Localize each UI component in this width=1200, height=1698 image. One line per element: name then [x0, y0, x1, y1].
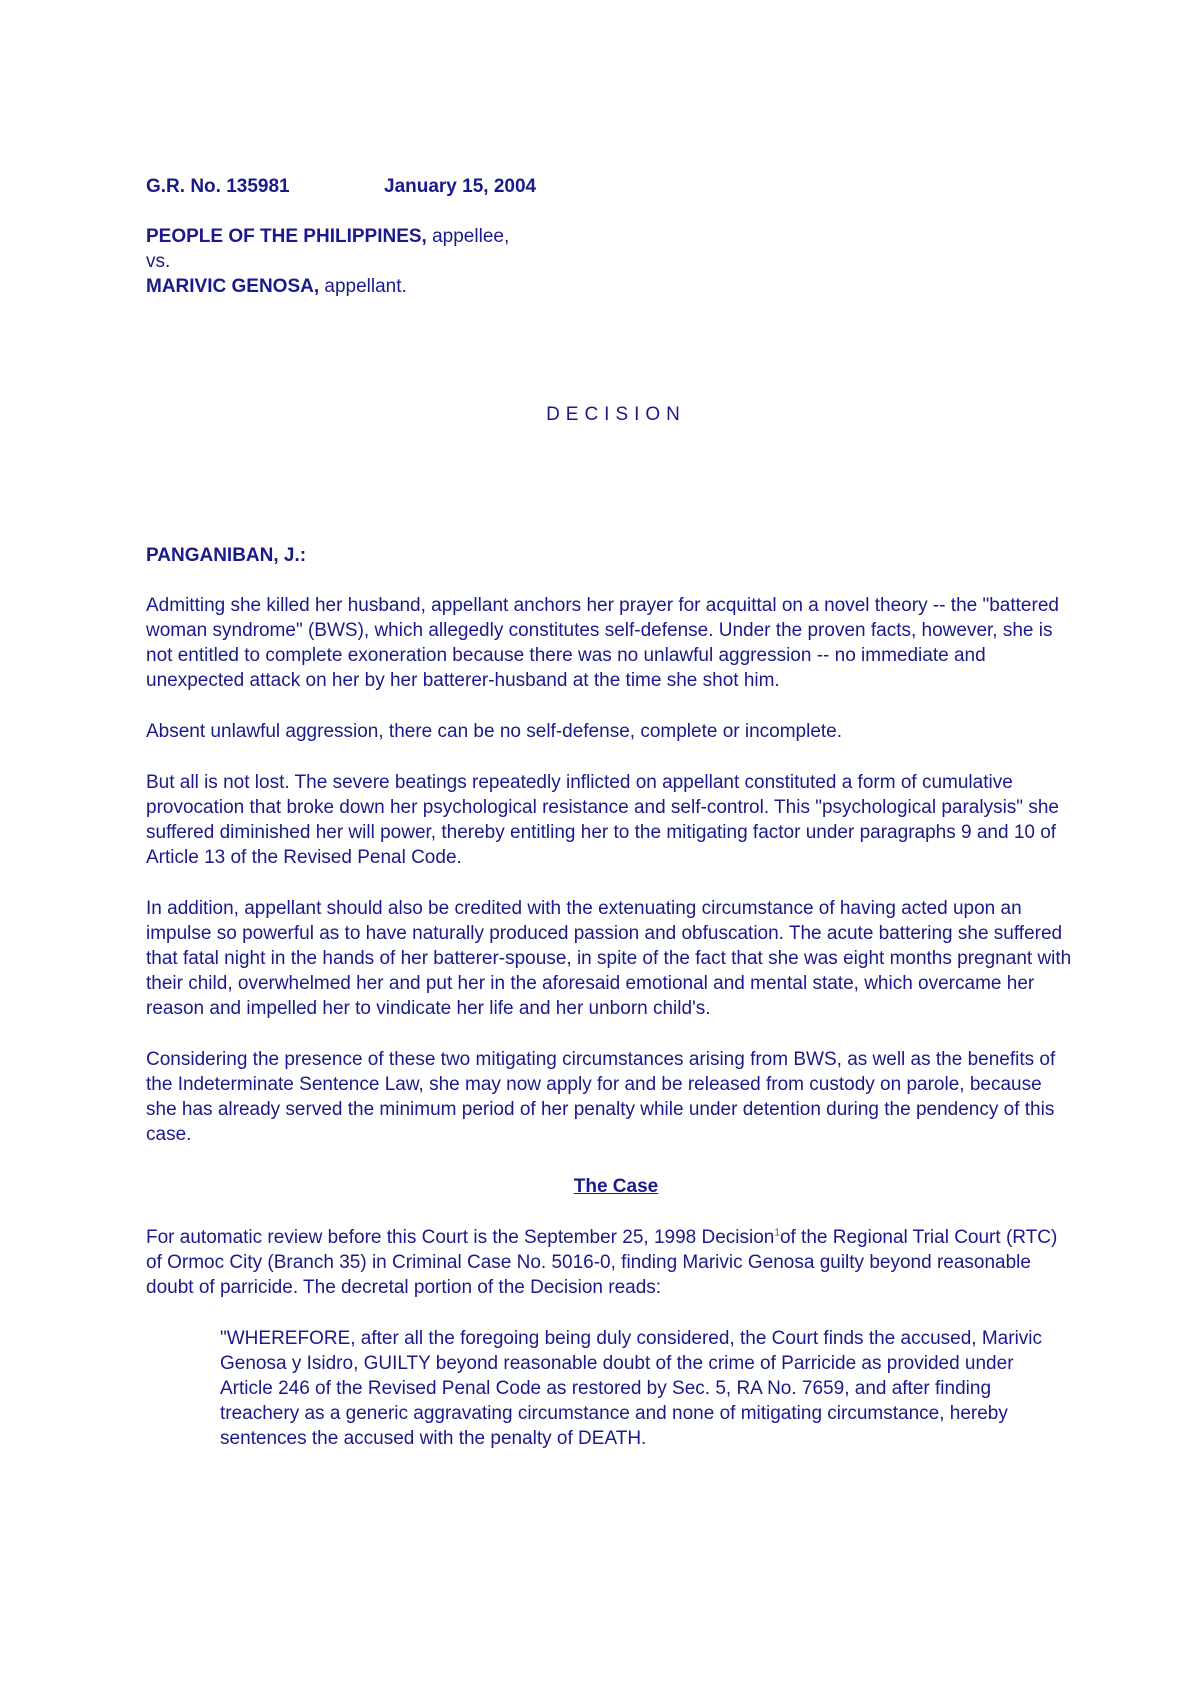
paragraph: Admitting she killed her husband, appellant anchors her prayer for acquittal on a novel theory -- the "battered woman syndrome" (BWS), which allegedly constitutes self-defense. Under the proven facts, however, she is not entitled to complete exoneration because there was no unlawful aggression -- no immediate and unexpected attack on her by her batterer-husband at the time she shot him.	[146, 595, 1059, 691]
paragraph: But all is not lost. The severe beatings repeatedly inflicted on appellant constituted a form of cumulative provocation that broke down her psychological resistance and self-control. This "psychological paralysis" she suffered diminished her will power, thereby entitling her to the mitigating factor under paragraphs 9 and 10 of Article 13 of the Revised Penal Code.	[146, 772, 1059, 868]
case-intro-paragraph	[146, 1225, 1076, 1300]
decision-date: January 15, 2004	[384, 176, 537, 197]
section-heading-the-case: The Case	[573, 1176, 659, 1197]
case-intro-text: For automatic review before this Court is the September 25, 1998 Decision	[146, 1227, 775, 1248]
case-header	[146, 174, 1076, 199]
versus-line: vs.	[146, 251, 171, 272]
paragraph: In addition, appellant should also be credited with the extenuating circumstance of having acted upon an impulse so powerful as to have naturally produced passion and obfuscation. The acute battering she suffered that fatal night in the hands of her batterer-spouse, in spite of the fact that she was eight months pregnant with their child, overwhelmed her and put her in the aforesaid emotional and mental state, which overcame her reason and impelled her to vindicate her life and her unborn child's.	[146, 898, 1072, 1019]
appellee-line	[146, 224, 1076, 249]
appellee-role: appellee,	[426, 226, 510, 247]
appellant-name: MARIVIC GENOSA,	[146, 276, 320, 297]
appellant-role: appellant.	[319, 276, 407, 297]
case-intro-text-cont: of the Regional Trial Court (RTC) of Ormoc City (Branch 35) in Criminal Case No. 5016-0, finding Marivic Genosa guilty beyond reasonable doubt of parricide. The decretal portion of the Decision reads:	[146, 1227, 1058, 1298]
paragraph: Considering the presence of these two mitigating circumstances arising from BWS, as well as the benefits of the Indeterminate Sentence Law, she may now apply for and be released from custody on parole, because she has already served the minimum period of her penalty while under detention during the pendency of this case.	[146, 1049, 1056, 1145]
blockquote-decretal-portion: "WHEREFORE, after all the foregoing being duly considered, the Court finds the accused, Marivic Genosa y Isidro, GUILTY beyond reasonable doubt of the crime of Parricide as provided under Article 246 of the Revised Penal Code as restored by Sec. 5, RA No. 7659, and after finding treachery as a generic aggravating circumstance and none of mitigating circumstance, hereby sentences the accused with the penalty of DEATH.	[220, 1328, 1043, 1449]
ponente: PANGANIBAN, J.:	[146, 545, 307, 566]
parties-block	[146, 224, 1076, 299]
paragraph: Absent unlawful aggression, there can be no self-defense, complete or incomplete.	[146, 721, 843, 742]
appellant-line	[146, 274, 1076, 299]
document-page	[146, 174, 1076, 1451]
appellee-name: PEOPLE OF THE PHILIPPINES,	[146, 226, 427, 247]
footnote-link[interactable]: 1	[774, 1227, 780, 1239]
decision-title: DECISION	[546, 404, 686, 425]
gr-number: G.R. No. 135981	[146, 176, 290, 197]
